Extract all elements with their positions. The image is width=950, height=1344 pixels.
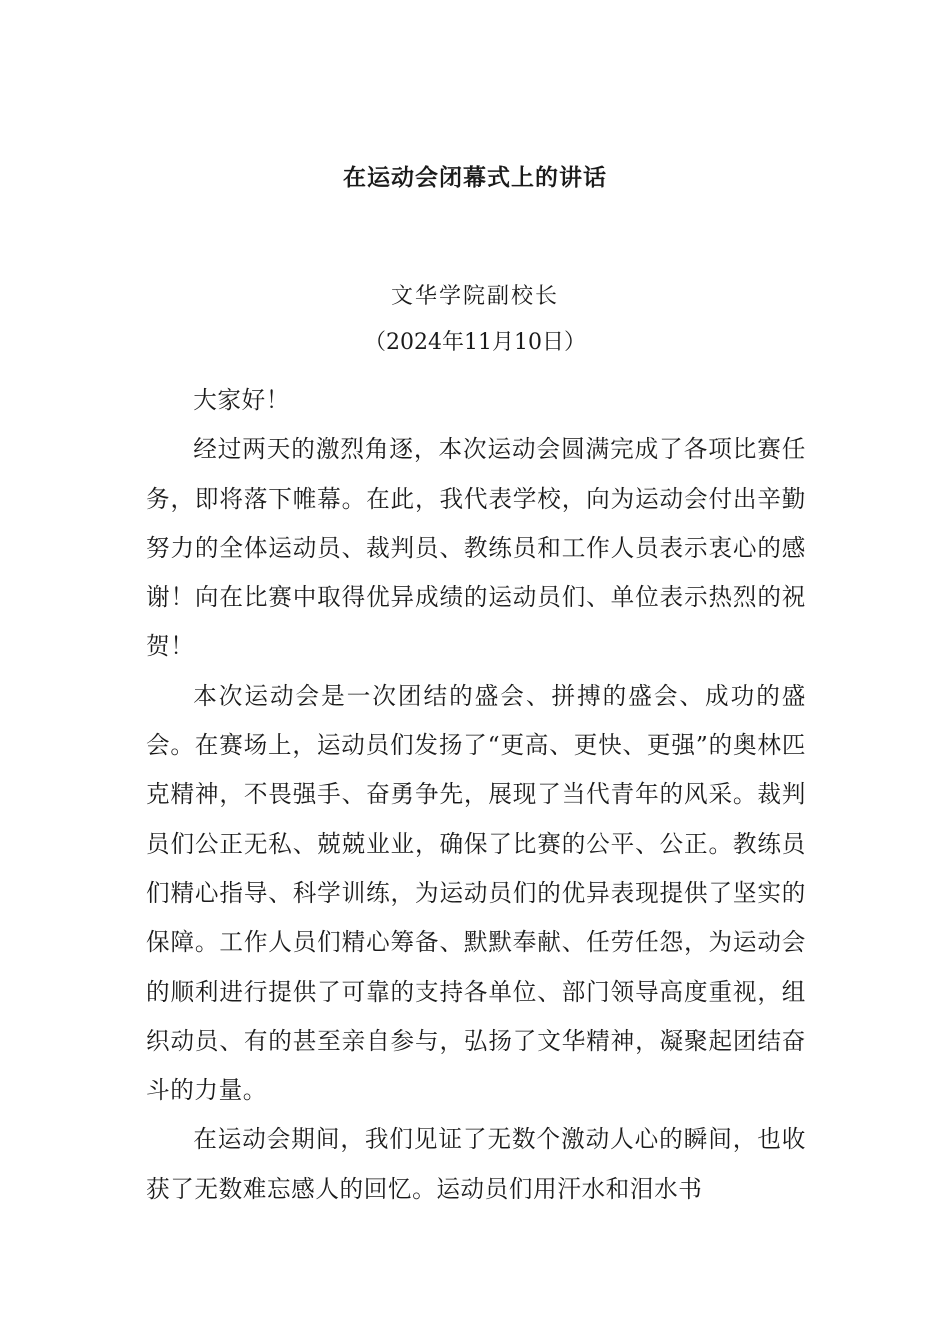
- document-title: 在运动会闭幕式上的讲话: [343, 165, 607, 191]
- paragraph-greeting: 大家好！: [193, 386, 290, 414]
- speech-date: （2024年11月10日）: [364, 330, 586, 355]
- paragraph: 经过两天的激烈角逐，本次运动会圆满完成了各项比赛任务，即将落下帷幕。在此，我代表学校，向为运动会付出辛勤努力的全体运动员、裁判员、教练员和工作人员表示衷心的感谢！向在比赛中取得优异成绩的运动员们、单位表示热烈的祝贺！: [146, 435, 806, 661]
- paragraph: 在运动会期间，我们见证了无数个激动人心的瞬间，也收获了无数难忘感人的回忆。运动员们用汗水和泪水书: [146, 1125, 806, 1203]
- paragraph: 本次运动会是一次团结的盛会、拼搏的盛会、成功的盛会。在赛场上，运动员们发扬了“更高、更快、更强”的奥林匹克精神，不畏强手、奋勇争先，展现了当代青年的风采。裁判员们公正无私、兢兢业业，确保了比赛的公平、公正。教练员们精心指导、科学训练，为运动员们的优异表现提供了坚实的保障。工作人员们精心筹备、默默奉献、任劳任怨，为运动会的顺利进行提供了可靠的支持各单位、部门领导高度重视，组织动员、有的甚至亲自参与，弘扬了文华精神，凝聚起团结奋斗的力量。: [146, 681, 806, 1105]
- speech-body: [146, 376, 806, 1214]
- speaker-line: 文华学院副校长: [390, 284, 559, 309]
